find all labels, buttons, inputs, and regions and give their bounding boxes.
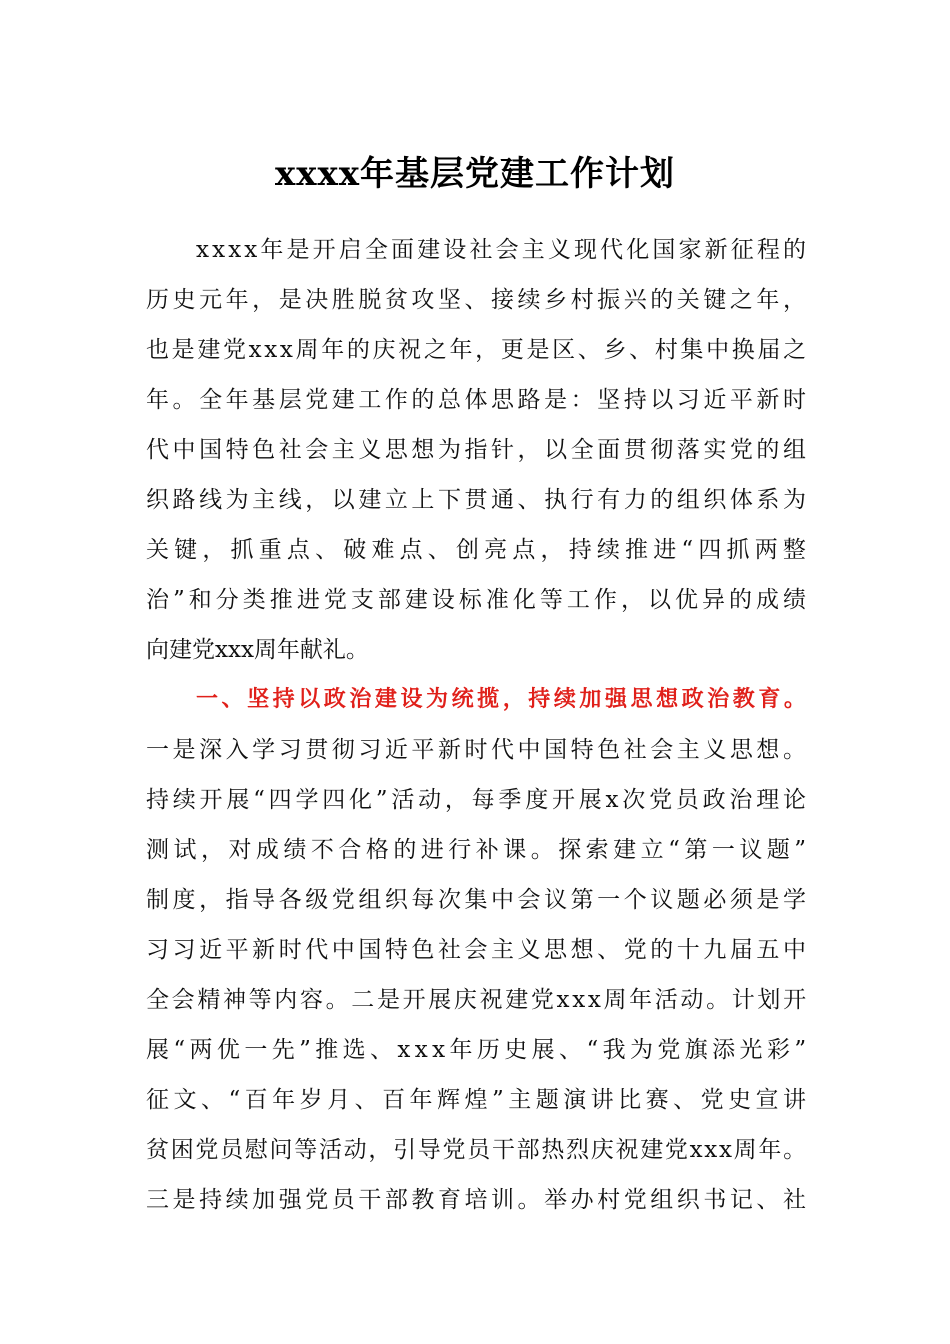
section-line-text: 测试，对成绩不合格的进行补课。探索建立“第一议题” — [146, 837, 811, 863]
section-line-8 — [0, 1075, 950, 1125]
section-line-7 — [0, 1025, 950, 1075]
intro-line-2 — [0, 275, 950, 325]
section-line-10 — [0, 1175, 950, 1225]
intro-line-text: 历史元年，是决胜脱贫攻坚、接续乡村振兴的关键之年， — [146, 287, 810, 313]
section-line-text: 贫困党员慰问等活动，引导党员干部热烈庆祝建党xxx周年。 — [146, 1137, 808, 1163]
intro-line-text: 向建党xxx周年献礼。 — [146, 637, 369, 663]
intro-line-8 — [0, 575, 950, 625]
section-heading — [0, 675, 950, 725]
intro-line-5 — [0, 425, 950, 475]
section-line-text: 制度，指导各级党组织每次集中会议第一个议题必须是学 — [146, 887, 810, 913]
section-line-9 — [0, 1125, 950, 1175]
intro-line-7 — [0, 525, 950, 575]
section-line-text: 三是持续加强党员干部教育培训。举办村党组织书记、社 — [146, 1187, 810, 1213]
section-line-text: 习习近平新时代中国特色社会主义思想、党的十九届五中 — [146, 937, 810, 963]
section-line-4 — [0, 875, 950, 925]
intro-line-text: 关键，抓重点、破难点、创亮点，持续推进“四抓两整 — [146, 537, 812, 563]
intro-line-4 — [0, 375, 950, 425]
intro-line-text: 代中国特色社会主义思想为指针，以全面贯彻落实党的组 — [146, 437, 810, 463]
intro-line-text: 也是建党xxx周年的庆祝之年，更是区、乡、村集中换届之 — [146, 337, 809, 363]
section-line-text: 一是深入学习贯彻习近平新时代中国特色社会主义思想。 — [146, 737, 810, 763]
section-line-2 — [0, 775, 950, 825]
intro-line-6 — [0, 475, 950, 525]
intro-line-1 — [0, 225, 950, 275]
intro-line-text: 年。全年基层党建工作的总体思路是：坚持以习近平新时 — [146, 387, 810, 413]
section-line-1 — [0, 725, 950, 775]
intro-line-text: xxxx年是开启全面建设社会主义现代化国家新征程的 — [196, 237, 810, 263]
section-line-6 — [0, 975, 950, 1025]
document-title: xxxx年基层党建工作计划 — [274, 154, 676, 194]
section-line-text: 征文、“百年岁月、百年辉煌”主题演讲比赛、党史宣讲 — [146, 1087, 811, 1113]
section-heading-text: 一、坚持以政治建设为统揽，持续加强思想政治教育。 — [196, 687, 810, 712]
intro-line-text: 织路线为主线，以建立上下贯通、执行有力的组织体系为 — [146, 487, 810, 513]
section-line-text: 展“两优一先”推选、xxx年历史展、“我为党旗添光彩” — [146, 1037, 811, 1063]
section-line-5 — [0, 925, 950, 975]
intro-line-3 — [0, 325, 950, 375]
section-line-text: 持续开展“四学四化”活动，每季度开展x次党员政治理论 — [146, 787, 810, 813]
section-line-text: 全会精神等内容。二是开展庆祝建党xxx周年活动。计划开 — [146, 987, 809, 1013]
section-line-3 — [0, 825, 950, 875]
intro-line-text: 治”和分类推进党支部建设标准化等工作，以优异的成绩 — [146, 587, 811, 613]
intro-line-9 — [0, 625, 950, 675]
